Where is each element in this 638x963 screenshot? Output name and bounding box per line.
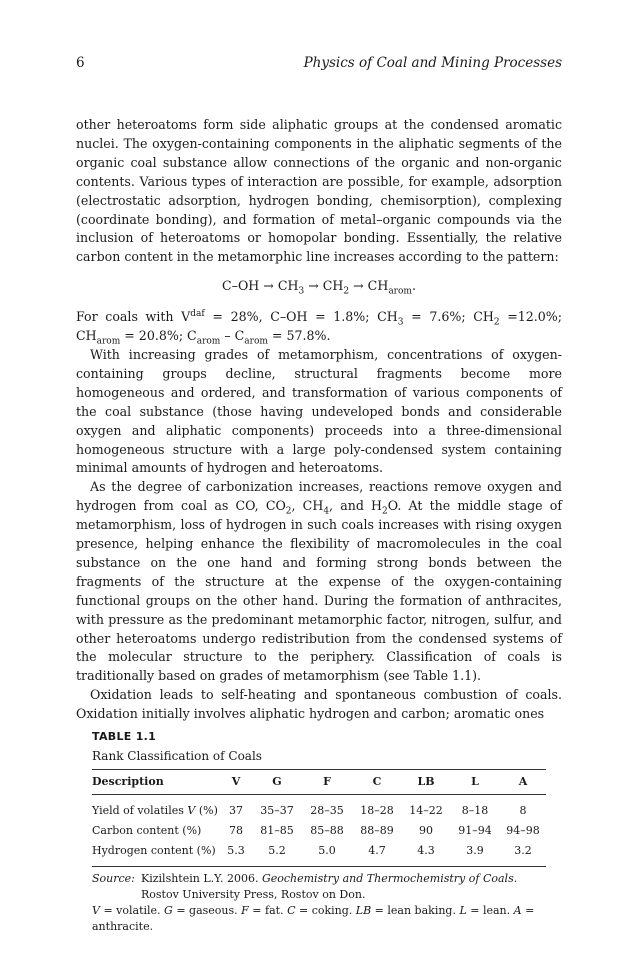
formula-part: C–OH → CH	[222, 278, 299, 294]
table-cell: 28–35	[310, 804, 344, 817]
table-cell: 14–22	[409, 804, 443, 817]
table-row	[92, 821, 546, 841]
table-cell: 8–18	[461, 804, 489, 817]
running-title: Physics of Coal and Mining Processes	[303, 55, 562, 71]
text-run: Kizilshtein L.Y. 2006.	[141, 872, 262, 885]
text-run: – C	[220, 328, 245, 344]
table-cell: 18–28	[360, 804, 394, 817]
table-cell: 4.3	[402, 841, 450, 867]
table-cell: 81–85	[260, 824, 294, 837]
table-cell: 4.7	[352, 841, 402, 867]
table-source	[92, 871, 546, 903]
table-cell: 5.0	[302, 841, 352, 867]
table-cell: 78	[229, 824, 243, 837]
table-label: TABLE 1.1	[92, 730, 157, 743]
abbr-key: LB	[355, 904, 372, 917]
table-cell: 3.9	[450, 841, 500, 867]
table-cell: 85–88	[310, 824, 344, 837]
text-run: O. At the middle stage of metamorphism, loss of hydrogen in such coals increases with rising oxygen presence, helping enhance the flexibility of macromolecules in the coal substance on the one hand and forming strong bonds between the fragments of the structure at the expense of the oxygen-containing functional groups on the other hand. During the formation of anthracites, with pressure as the predominant metamorphic factor, nitrogen, sulfur, and other heteroatoms undergo redistribution from the condensed systems of the molecular structure to the periphery. Classification of coals is traditionally based on grades of metamorphism (see Table 1.1).	[76, 498, 562, 684]
table-caption: Rank Classification of Coals	[92, 749, 262, 763]
abbr-value: = anthracite.	[92, 904, 535, 933]
formula-subscript: arom	[388, 286, 412, 297]
page	[76, 54, 562, 724]
formula-part: → CH	[304, 278, 344, 294]
text-run: , and H	[329, 498, 383, 514]
rank-classification-table	[92, 769, 546, 867]
abbr-value: = lean.	[466, 904, 514, 917]
table-cell: 88–89	[360, 824, 394, 837]
column-header: G	[252, 770, 302, 795]
column-header: A	[500, 770, 546, 795]
source-title: Geochemistry and Thermochemistry of Coals	[261, 872, 514, 885]
abbr-value: = gaseous.	[172, 904, 242, 917]
formula-subscript: 3	[298, 286, 305, 297]
table-cell: 90	[419, 824, 433, 837]
text-run: , CH	[291, 498, 324, 514]
column-header: C	[352, 770, 402, 795]
abbr-key: L	[459, 904, 467, 917]
table-cell: 35–37	[260, 804, 294, 817]
table-cell: 37	[229, 804, 243, 817]
text-run: = 57.8%.	[267, 328, 331, 344]
page-number: 6	[76, 55, 85, 71]
abbr-key: F	[241, 904, 249, 917]
paragraph-4	[76, 478, 562, 686]
subscript: 4	[323, 506, 330, 517]
subscript: 2	[285, 506, 292, 517]
abbr-key: A	[513, 904, 522, 917]
table-cell: 5.2	[252, 841, 302, 867]
subscript: 3	[397, 317, 404, 328]
abbr-value: = lean baking.	[371, 904, 460, 917]
text-run: . Rostov University Press, Rostov on Don.	[141, 872, 518, 901]
subscript: 2	[382, 506, 388, 517]
formula-subscript: 2	[343, 286, 350, 297]
carbon-pattern-formula	[76, 277, 562, 296]
row-description: Hydrogen content (%)	[92, 841, 220, 867]
paragraph-coal-composition	[76, 308, 562, 346]
column-header: LB	[402, 770, 450, 795]
column-header: V	[220, 770, 252, 795]
row-description	[92, 795, 220, 822]
body-text	[76, 116, 562, 724]
table-row	[92, 795, 546, 822]
superscript: daf	[190, 308, 205, 319]
paragraph-5: Oxidation leads to self-heating and spontaneous combustion of coals. Oxidation initially involves aliphatic hydrogen and carbon; aromatic ones	[76, 687, 562, 722]
table-cell: 91–94	[458, 824, 492, 837]
subscript: arom	[244, 336, 268, 347]
column-header: F	[302, 770, 352, 795]
table-cell: 3.2	[500, 841, 546, 867]
table-row	[92, 841, 546, 867]
subscript: arom	[96, 336, 121, 347]
abbr-key: G	[164, 904, 173, 917]
text-run: = 28%, C–OH = 1.8%; CH	[204, 309, 398, 325]
subscript: arom	[196, 336, 221, 347]
column-header: L	[450, 770, 500, 795]
abbr-value: = fat.	[248, 904, 288, 917]
text-run: As the degree of carbonization increases, reactions remove oxygen and hydrogen from coal as CO, CO	[76, 479, 562, 514]
source-label: Source:	[92, 872, 135, 885]
text-run: For coals with V	[76, 309, 191, 325]
table-header-row	[92, 770, 546, 795]
text-run: =12.0%; CH	[76, 309, 563, 344]
paragraph-3: With increasing grades of metamorphism, concentrations of oxygen-containing groups decline, structural fragments become more homogeneous and ordered, and transformation of various components of the coal substance (those having undeveloped bonds and considerable oxygen and aliphatic components) proceeds into a three-dimensional homogeneous structure with a large poly-condensed system containing minimal amounts of hydrogen and heteroatoms.	[76, 346, 562, 476]
source-citation	[141, 871, 546, 903]
text-run: Yield of volatiles	[92, 804, 188, 817]
table-cell: 94–98	[506, 824, 540, 837]
running-header	[76, 54, 562, 72]
column-header: Description	[92, 770, 220, 795]
abbr-key: C	[287, 904, 296, 917]
table-1-1	[92, 730, 546, 935]
abbr-value: = volatile.	[99, 904, 165, 917]
table-cell: 8	[519, 804, 527, 817]
formula-part: → CH	[349, 278, 389, 294]
text-run: V	[187, 804, 196, 817]
text-run: = 20.8%; C	[120, 328, 197, 344]
row-description: Carbon content (%)	[92, 824, 202, 837]
table-abbreviations	[92, 903, 546, 935]
table-cell: 5.3	[220, 841, 252, 867]
text-run: (%)	[195, 804, 218, 817]
table-notes	[92, 871, 546, 935]
abbr-key: V	[92, 904, 100, 917]
paragraph-1: other heteroatoms form side aliphatic groups at the condensed aromatic nuclei. The oxygen-containing components in the aliphatic segments of the organic coal substance allow connections of the organic and non-organic contents. Various types of interaction are possible, for example, adsorption (electrostatic adsorption, hydrogen bonding, chemisorption), complexing (coordinate bonding), and formation of metal–organic compounds via the inclusion of heteroatoms or homopolar bonding. Essentially, the relative carbon content in the metamorphic line increases according to the pattern:	[76, 117, 562, 265]
text-run: = 7.6%; CH	[403, 309, 494, 325]
formula-part: .	[411, 278, 416, 294]
abbr-value: = coking.	[295, 904, 356, 917]
subscript: 2	[493, 317, 500, 328]
